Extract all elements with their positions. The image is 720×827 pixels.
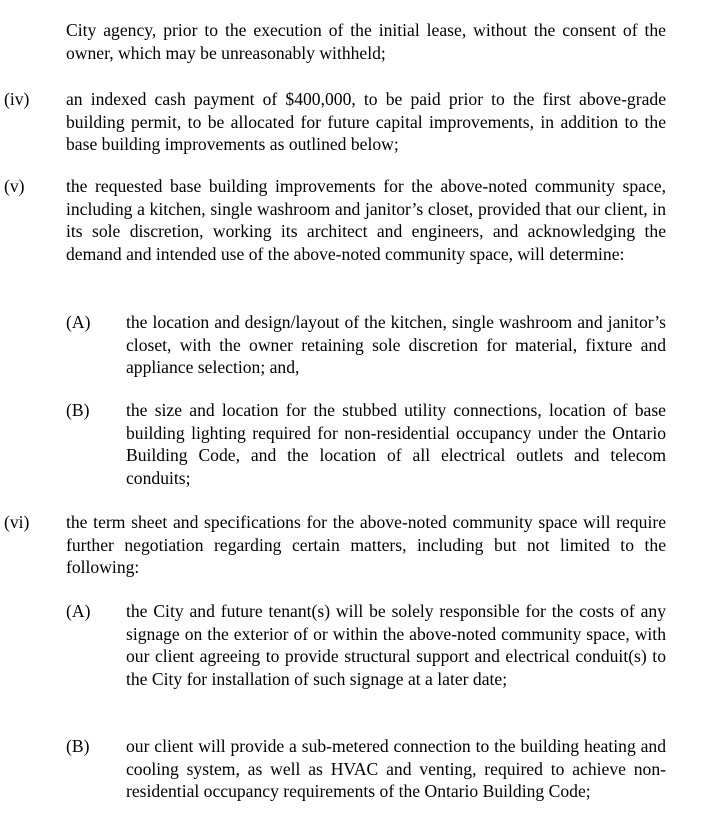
- item-number-iv: (iv): [4, 89, 30, 109]
- subitem-text-v-b: the size and location for the stubbed utility connections, location of base building lighting required for non-residential occupancy under the Ontario Building Code, and the location of all electrical outlets and telecom conduits;: [126, 400, 666, 488]
- item-text-v: the requested base building improvements for the above-noted community space, including a kitchen, single washroom and janitor’s closet, provided that our client, in its sole discretion, working its architect and engineers, and acknowledging the demand and intended use of the above-noted community space, will determine:: [66, 176, 666, 264]
- item-number-vi: (vi): [4, 512, 30, 532]
- item-text-iv: an indexed cash payment of $400,000, to be paid prior to the first above-grade building permit, to be allocated for future capital improvements, in addition to the base building improvements as outlined below;: [66, 89, 666, 155]
- subitem-number-vi-b: (B): [66, 736, 90, 756]
- subitem-text-v-a: the location and design/layout of the kitchen, single washroom and janitor’s closet, with the owner retaining sole discretion for material, fixture and appliance selection; and,: [126, 312, 666, 378]
- item-text-vi: the term sheet and specifications for the above-noted community space will require further negotiation regarding certain matters, including but not limited to the following:: [66, 512, 666, 578]
- subitem-text-vi-b: our client will provide a sub-metered connection to the building heating and cooling system, as well as HVAC and venting, required to achieve non-residential occupancy requirements of the Ontario Building Code;: [126, 736, 666, 802]
- intro-paragraph: City agency, prior to the execution of the initial lease, without the consent of the owner, which may be unreasonably withheld;: [66, 20, 666, 63]
- subitem-text-vi-a: the City and future tenant(s) will be solely responsible for the costs of any signage on the exterior of or within the above-noted community space, with our client agreeing to provide structural support and electrical conduit(s) to the City for installation of such signage at a later date;: [126, 601, 666, 689]
- item-number-v: (v): [4, 176, 25, 196]
- subitem-number-v-b: (B): [66, 400, 90, 420]
- subitem-number-v-a: (A): [66, 312, 91, 332]
- subitem-number-vi-a: (A): [66, 601, 91, 621]
